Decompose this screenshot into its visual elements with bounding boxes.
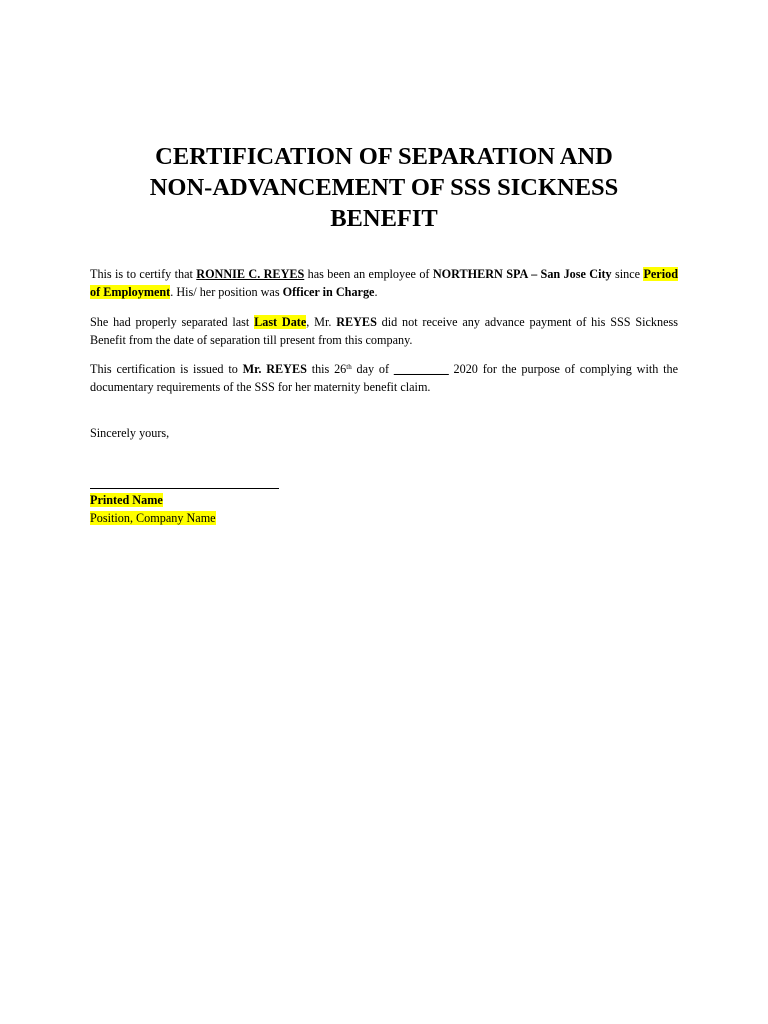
printed-name: Printed Name — [90, 493, 163, 507]
signature-line — [90, 488, 279, 489]
title-line-2: NON-ADVANCEMENT OF SSS SICKNESS — [149, 174, 619, 201]
separation-paragraph — [90, 313, 678, 349]
signature-block — [90, 491, 216, 527]
issuance-paragraph — [90, 360, 678, 396]
p3-text-1: This certification is issued to — [90, 362, 243, 376]
p1-text-3: since — [611, 267, 644, 281]
document-title — [90, 141, 678, 234]
p2-text-1: She had properly separated last — [90, 315, 255, 329]
p1-text-4: . His/ her position was — [170, 285, 283, 299]
employment-paragraph — [90, 265, 678, 301]
p3-text-3: day of — [351, 362, 394, 376]
company-name: NORTHERN SPA — [432, 267, 528, 281]
p2-text-2: , Mr. — [306, 315, 337, 329]
p3-text-4: 2020 for the purpose of complying with the documentary requirements of the SSS for her maternity benefit claim. — [90, 362, 678, 394]
addressee: Mr. REYES — [242, 362, 307, 376]
p1-text-2: has been an employee of — [304, 267, 433, 281]
title-line-3: BENEFIT — [330, 205, 438, 232]
closing-salutation: Sincerely yours, — [90, 426, 170, 440]
company-location: San Jose City — [540, 267, 612, 281]
title-line-1: CERTIFICATION OF SEPARATION AND — [155, 143, 613, 170]
employee-position: Officer in Charge — [282, 285, 375, 299]
employee-surname: REYES — [336, 315, 377, 329]
p3-text-2: this 26 — [306, 362, 347, 376]
ordinal-suffix: th — [346, 363, 352, 371]
p1-text-5: . — [374, 285, 378, 299]
p1-text-1: This is to certify that — [90, 267, 197, 281]
employee-name: RONNIE C. REYES — [196, 267, 305, 281]
period-of-employment: Period of Employment — [90, 267, 678, 299]
month-blank: _________ — [393, 362, 449, 376]
p2-text-3: did not receive any advance payment of his SSS Sickness Benefit from the date of separation till present from this company. — [90, 315, 678, 347]
company-dash: – — [527, 267, 541, 281]
last-date: Last Date — [254, 315, 307, 329]
position-company-name: Position, Company Name — [90, 511, 216, 525]
